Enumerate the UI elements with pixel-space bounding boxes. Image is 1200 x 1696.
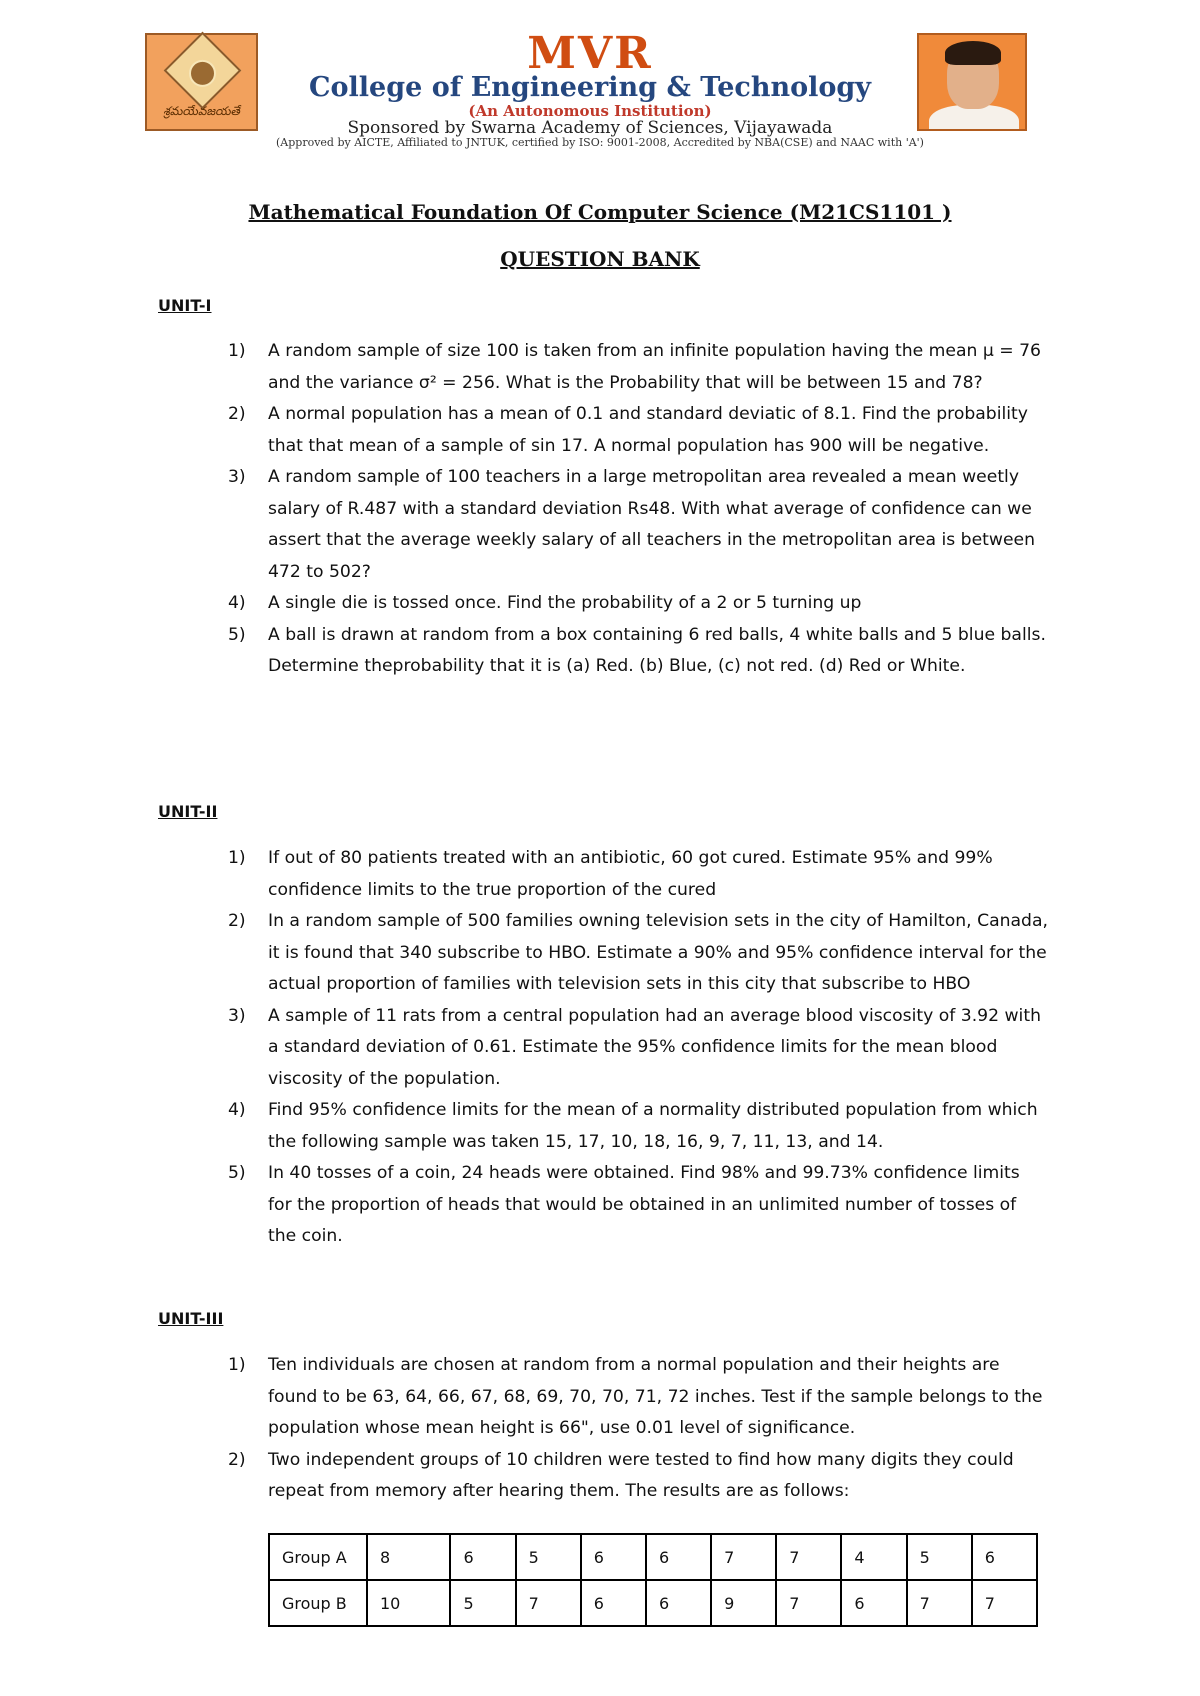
college-logo bbox=[145, 33, 258, 131]
question-number: 1) bbox=[228, 1355, 246, 1375]
college-name: College of Engineering & Technology bbox=[309, 72, 871, 103]
question-number: 2) bbox=[228, 911, 246, 931]
question-text: If out of 80 patients treated with an antibiotic, 60 got cured. Estimate 95% and 99% confidence limits to the true proportion of the cured bbox=[268, 848, 993, 900]
digits-table bbox=[268, 1533, 1038, 1627]
photo-hair-shape bbox=[945, 41, 1001, 65]
table-cell: 6 bbox=[841, 1580, 906, 1626]
accreditation-line: (Approved by AICTE, Affiliated to JNTUK, certified by ISO: 9001-2008, Accredited by NBA(CSE) and NAAC with 'A') bbox=[276, 136, 924, 149]
question-text: A ball is drawn at random from a box containing 6 red balls, 4 white balls and 5 blue balls. Determine theprobability that it is (a) Red. (b) Blue, (c) not red. (d) Red or White. bbox=[268, 624, 1046, 676]
question-text: Two independent groups of 10 children were tested to find how many digits they could repeat from memory after hearing them. The results are as follows: bbox=[268, 1449, 1014, 1501]
table-cell: 7 bbox=[776, 1580, 841, 1626]
emblem-icon bbox=[164, 32, 242, 110]
question-text: A random sample of size 100 is taken from an infinite population having the mean μ = 76 and the variance σ² = 256. What is the Probability that will be between 15 and 78? bbox=[268, 341, 1041, 393]
table-cell: 6 bbox=[646, 1580, 711, 1626]
question-text: In 40 tosses of a coin, 24 heads were obtained. Find 98% and 99.73% confidence limits for the proportion of heads that would be obtained in an unlimited number of tosses of the coin. bbox=[268, 1163, 1020, 1246]
table-cell: 9 bbox=[711, 1580, 776, 1626]
unit-heading: UNIT-I bbox=[158, 296, 212, 315]
question-text: Ten individuals are chosen at random from a normal population and their heights are found to be 63, 64, 66, 67, 68, 69, 70, 70, 71, 72 inches. Test if the sample belongs to the population whose mean height is 66", use 0.01 level of significance. bbox=[268, 1355, 1043, 1438]
table-cell: 4 bbox=[841, 1534, 906, 1580]
row-label: Group B bbox=[269, 1580, 367, 1626]
table-cell: 7 bbox=[711, 1534, 776, 1580]
list-item bbox=[228, 1095, 1048, 1158]
sponsor-line: Sponsored by Swarna Academy of Sciences, Vijayawada bbox=[347, 118, 833, 138]
table-cell: 6 bbox=[972, 1534, 1037, 1580]
question-bank-title: QUESTION BANK bbox=[500, 247, 700, 271]
unit-heading: UNIT-III bbox=[158, 1309, 224, 1328]
logo-motto: శ్రమయేవజయతే bbox=[163, 104, 240, 118]
unit-2-questions bbox=[228, 843, 1048, 1253]
question-text: In a random sample of 500 families owning television sets in the city of Hamilton, Canada, it is found that 340 subscribe to HBO. Estimate a 90% and 95% confidence interval for the actual proportion of families with television sets in this city that subscribe to HBO bbox=[268, 911, 1048, 994]
question-text: Find 95% confidence limits for the mean of a normality distributed population from which the following sample was taken 15, 17, 10, 18, 16, 9, 7, 11, 13, and 14. bbox=[268, 1100, 1038, 1152]
table-cell: 8 bbox=[367, 1534, 450, 1580]
question-number: 5) bbox=[228, 1163, 246, 1183]
table-cell: 6 bbox=[581, 1580, 646, 1626]
table-row bbox=[269, 1580, 1037, 1626]
table-cell: 5 bbox=[907, 1534, 972, 1580]
question-number: 2) bbox=[228, 1449, 246, 1470]
table-cell: 5 bbox=[450, 1580, 515, 1626]
table-row bbox=[269, 1534, 1037, 1580]
table-cell: 6 bbox=[450, 1534, 515, 1580]
table-cell: 7 bbox=[776, 1534, 841, 1580]
table-cell: 5 bbox=[516, 1534, 581, 1580]
row-label: Group A bbox=[269, 1534, 367, 1580]
table-cell: 6 bbox=[646, 1534, 711, 1580]
question-number: 5) bbox=[228, 624, 246, 645]
list-item bbox=[228, 620, 1048, 683]
question-number: 2) bbox=[228, 404, 246, 424]
list-item bbox=[228, 336, 1048, 399]
question-number: 3) bbox=[228, 467, 246, 487]
list-item bbox=[228, 462, 1048, 588]
question-number: 1) bbox=[228, 848, 246, 868]
list-item bbox=[228, 588, 1048, 620]
question-text: A random sample of 100 teachers in a large metropolitan area revealed a mean weetly salary of R.487 with a standard deviation Rs48. With what average of confidence can we assert that the average weekly salary of all teachers in the metropolitan area is between 472 to 502? bbox=[268, 467, 1036, 582]
unit-3-questions bbox=[228, 1350, 1048, 1508]
question-number: 1) bbox=[228, 341, 246, 361]
question-text: A sample of 11 rats from a central population had an average blood viscosity of 3.92 with a standard deviation of 0.61. Estimate the 95% confidence limits for the mean blood viscosity of the population. bbox=[268, 1005, 1041, 1089]
college-acronym: MVR bbox=[527, 28, 653, 79]
list-item bbox=[228, 399, 1048, 462]
question-number: 3) bbox=[228, 1005, 246, 1026]
question-number: 4) bbox=[228, 593, 246, 613]
table-cell: 7 bbox=[907, 1580, 972, 1626]
question-number: 4) bbox=[228, 1100, 246, 1120]
course-title: Mathematical Foundation Of Computer Science (M21CS1101 ) bbox=[248, 200, 952, 224]
list-item bbox=[228, 906, 1048, 1001]
autonomous-note: (An Autonomous Institution) bbox=[468, 102, 712, 120]
list-item bbox=[228, 1350, 1048, 1445]
list-item bbox=[228, 1001, 1048, 1096]
list-item bbox=[228, 1445, 1048, 1508]
founder-photo bbox=[917, 33, 1027, 131]
unit-heading: UNIT-II bbox=[158, 802, 218, 821]
unit-1-questions bbox=[228, 336, 1048, 683]
table-cell: 6 bbox=[581, 1534, 646, 1580]
table-cell: 10 bbox=[367, 1580, 450, 1626]
table-cell: 7 bbox=[972, 1580, 1037, 1626]
list-item bbox=[228, 843, 1048, 906]
question-text: A normal population has a mean of 0.1 and standard deviatic of 8.1. Find the probability that that mean of a sample of sin 17. A normal population has 900 will be negative. bbox=[268, 404, 1028, 456]
list-item bbox=[228, 1158, 1048, 1253]
question-text: A single die is tossed once. Find the probability of a 2 or 5 turning up bbox=[268, 593, 862, 613]
table-cell: 7 bbox=[516, 1580, 581, 1626]
